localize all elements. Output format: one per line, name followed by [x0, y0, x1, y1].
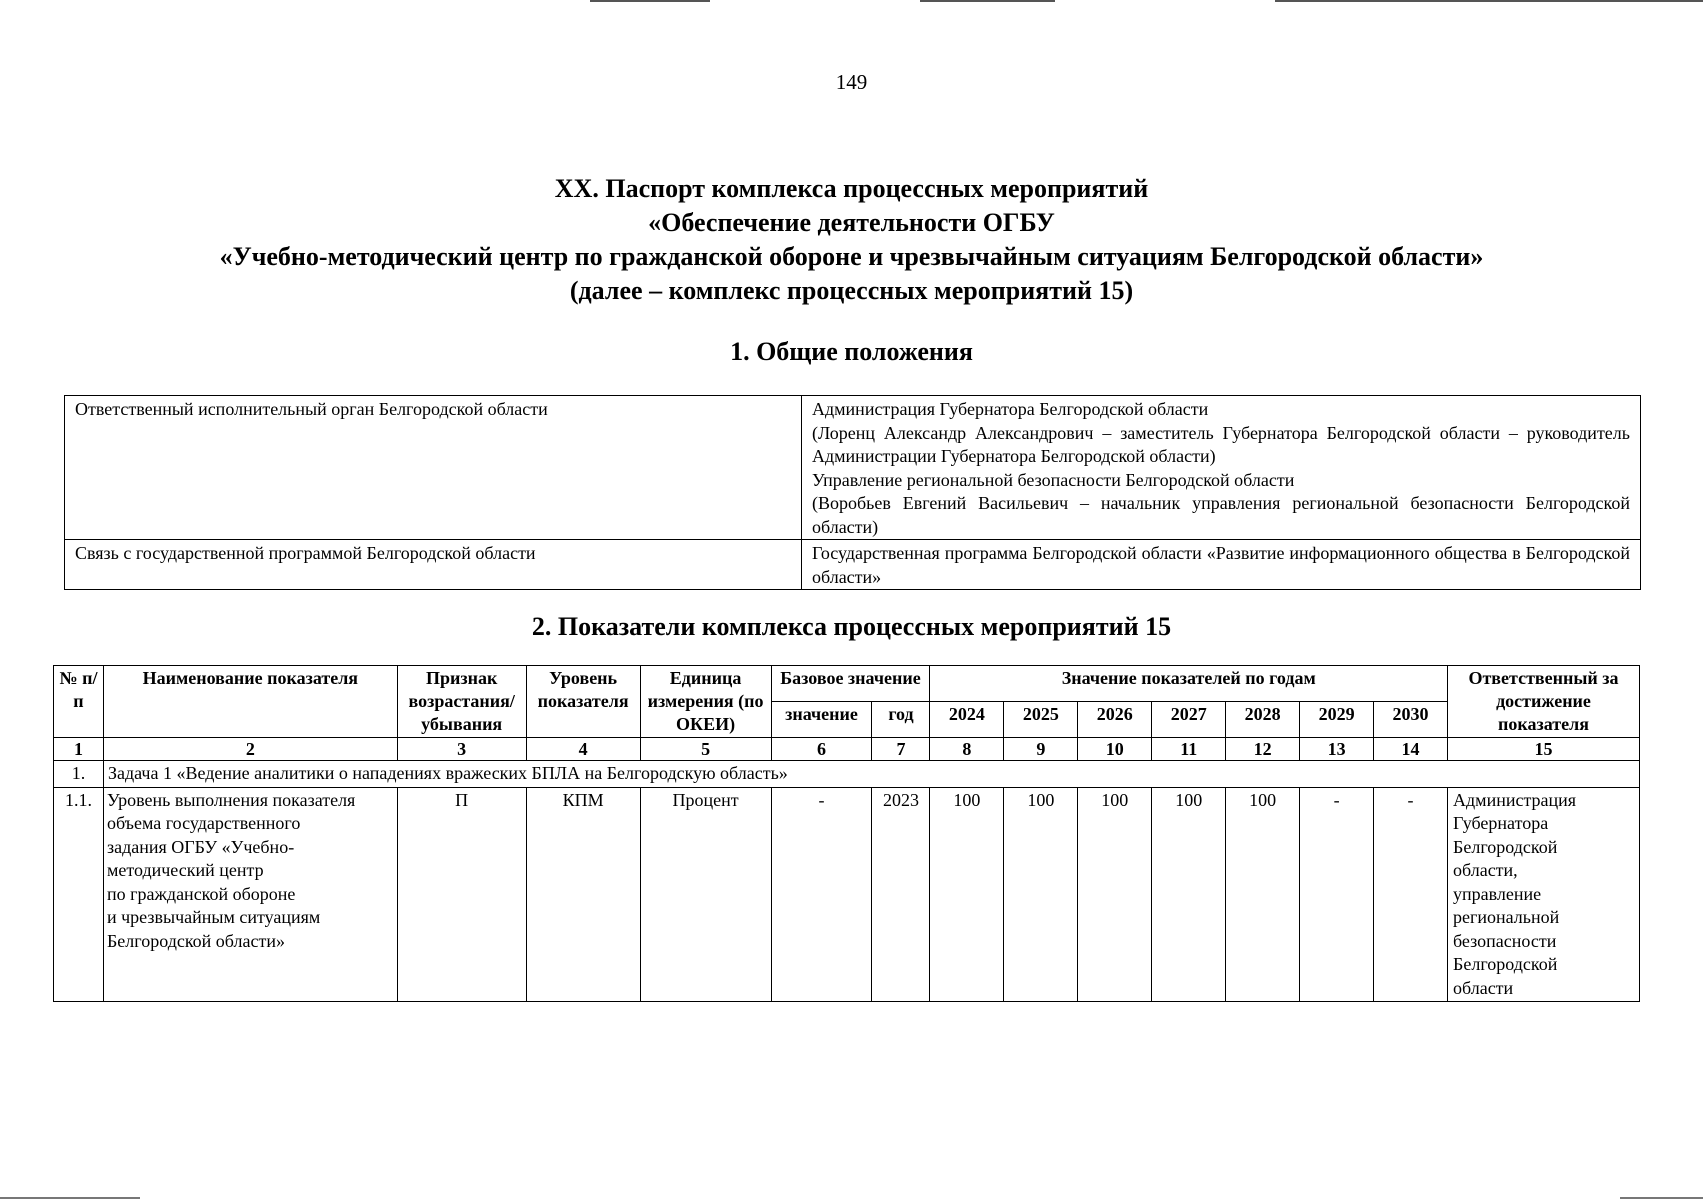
column-number: 13 [1300, 738, 1374, 761]
title-line: «Учебно-методический центр по гражданской обороне и чрезвычайным ситуациям Белгородской области» [219, 242, 1484, 271]
header-sign: Признак возрастания/ убывания [397, 666, 526, 738]
indicator-unit: Процент [640, 787, 771, 1002]
scan-edge-line [1620, 1197, 1703, 1199]
header-year: 2027 [1152, 702, 1226, 738]
column-number: 10 [1078, 738, 1152, 761]
indicator-base-year: 2023 [872, 787, 930, 1002]
responsible-line: региональной [1453, 907, 1560, 927]
header-year: 2029 [1300, 702, 1374, 738]
column-number: 7 [872, 738, 930, 761]
column-number: 15 [1448, 738, 1640, 761]
indicator-name-line: Белгородской области» [106, 930, 285, 951]
responsible-line: Белгородской [1453, 836, 1558, 857]
indicator-name [103, 787, 397, 1002]
task-text: Задача 1 «Ведение аналитики о нападениях вражеских БПЛА на Белгородскую область» [103, 761, 1639, 788]
title-line: «Обеспечение деятельности ОГБУ [648, 208, 1055, 237]
indicator-level: КПМ [526, 787, 640, 1002]
value-line: Администрация Губернатора Белгородской области [812, 399, 1209, 419]
indicator-base-value: - [771, 787, 872, 1002]
header-base-value: значение [771, 702, 872, 738]
header-year: 2025 [1004, 702, 1078, 738]
indicator-name-line: Уровень выполнения показателя [106, 789, 356, 810]
title-line: (далее – комплекс процессных мероприятий 15) [569, 276, 1134, 305]
task-row [54, 761, 1640, 788]
row-value [802, 396, 1641, 540]
header-name: Наименование показателя [103, 666, 397, 738]
indicator-name-line: методический центр [106, 860, 264, 880]
header-year: 2028 [1226, 702, 1300, 738]
indicator-name-line: по гражданской обороне [106, 883, 296, 904]
header-responsible: Ответственный за достижение показателя [1448, 666, 1640, 738]
page-number: 149 [835, 70, 868, 94]
column-number: 2 [103, 738, 397, 761]
section-heading: 2. Показатели комплекса процессных мероприятий 15 [531, 612, 1172, 641]
indicator-name-line: и чрезвычайным ситуациям [106, 907, 321, 927]
indicator-row [54, 787, 1640, 1002]
header-row [54, 666, 1640, 702]
responsible-line: области, [1453, 860, 1518, 880]
value-line: Государственная программа Белгородской области «Развитие информационного общества в Белгородской области» [812, 543, 1630, 587]
value-line: (Воробьев Евгений Васильевич – начальник управления региональной безопасности Белгородской области) [812, 493, 1630, 537]
row-label: Связь с государственной программой Белгородской области [65, 540, 802, 590]
responsible-line: безопасности [1453, 930, 1557, 951]
indicator-name-line: задания ОГБУ «Учебно- [106, 836, 295, 857]
indicator-year-value: 100 [1226, 787, 1300, 1002]
row-value [802, 540, 1641, 590]
column-numbers-row [54, 738, 1640, 761]
column-number: 6 [771, 738, 872, 761]
task-number: 1. [54, 761, 104, 788]
general-provisions-table [64, 395, 1641, 590]
indicator-year-value: - [1300, 787, 1374, 1002]
indicator-year-value: 100 [1152, 787, 1226, 1002]
title-line: XX. Паспорт комплекса процессных мероприятий [554, 174, 1149, 203]
value-line: (Лоренц Александр Александрович – заместитель Губернатора Белгородской области – руководитель Администрации Губернатора Белгородской области) [812, 422, 1630, 466]
row-label: Ответственный исполнительный орган Белгородской области [65, 396, 802, 540]
responsible-line: Администрация [1453, 789, 1577, 810]
scan-edge-line [920, 0, 1055, 2]
indicator-year-value: - [1374, 787, 1448, 1002]
scan-edge-line [590, 0, 710, 2]
document-title [0, 172, 1703, 308]
column-number: 11 [1152, 738, 1226, 761]
column-number: 4 [526, 738, 640, 761]
indicator-responsible [1448, 787, 1640, 1002]
header-unit: Единица измерения (по ОКЕИ) [640, 666, 771, 738]
header-base-year: год [872, 702, 930, 738]
responsible-line: Белгородской [1453, 954, 1558, 974]
indicators-table [53, 665, 1640, 1002]
indicator-year-value: 100 [930, 787, 1004, 1002]
scan-edge-line [1275, 0, 1703, 2]
header-values-by-year: Значение показателей по годам [930, 666, 1448, 702]
indicator-sign: П [397, 787, 526, 1002]
column-number: 9 [1004, 738, 1078, 761]
table-row [65, 540, 1641, 590]
column-number: 8 [930, 738, 1004, 761]
header-year: 2030 [1374, 702, 1448, 738]
header-level: Уровень показателя [526, 666, 640, 738]
table-row [65, 396, 1641, 540]
column-number: 3 [397, 738, 526, 761]
indicator-year-value: 100 [1004, 787, 1078, 1002]
column-number: 5 [640, 738, 771, 761]
column-number: 1 [54, 738, 104, 761]
responsible-line: Губернатора [1453, 813, 1549, 833]
responsible-line: управление [1453, 883, 1542, 904]
section-heading: 1. Общие положения [730, 337, 973, 366]
indicator-year-value: 100 [1078, 787, 1152, 1002]
value-line: Управление региональной безопасности Белгородской области [812, 469, 1295, 490]
responsible-line: области [1453, 977, 1514, 998]
header-base: Базовое значение [771, 666, 930, 702]
header-year: 2026 [1078, 702, 1152, 738]
indicator-number: 1.1. [54, 787, 104, 1002]
indicator-name-line: объема государственного [106, 813, 301, 833]
column-number: 12 [1226, 738, 1300, 761]
column-number: 14 [1374, 738, 1448, 761]
header-num: № п/п [54, 666, 104, 738]
header-year: 2024 [930, 702, 1004, 738]
scan-edge-line [0, 1197, 140, 1199]
